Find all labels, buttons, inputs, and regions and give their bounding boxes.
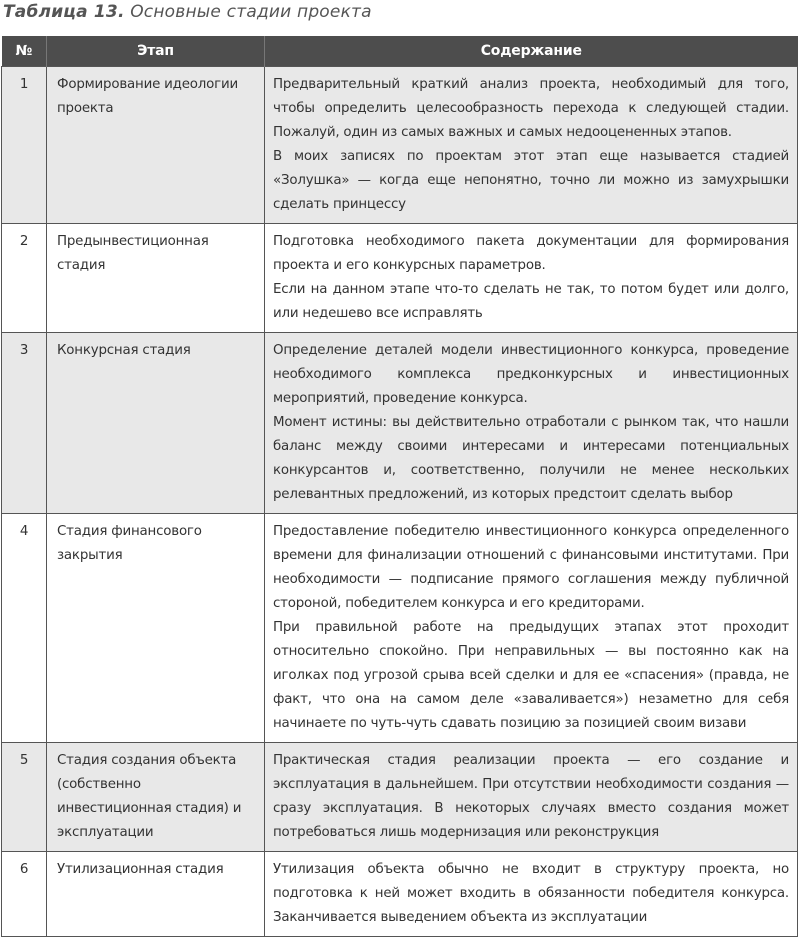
row-num: 1 — [2, 67, 47, 224]
table-row — [2, 743, 798, 852]
row-num: 4 — [2, 514, 47, 743]
header-stage: Этап — [47, 36, 265, 67]
row-num: 6 — [2, 852, 47, 937]
content-paragraph: Если на данном этапе что-то сделать не так, то потом будет или долго, или недешево все исправлять — [273, 282, 789, 321]
content-paragraph: Утилизация объекта обычно не входит в структуру проекта, но подготовка к ней может входить в обязанности победителя конкурса. Заканчивается выведением объекта из эксплуатации — [273, 862, 789, 925]
header-content: Содержание — [265, 36, 798, 67]
table-row — [2, 224, 798, 333]
table-row — [2, 514, 798, 743]
content-paragraph: Определение деталей модели инвестиционного конкурса, проведение необходимого комплекса предконкурсных и инвестиционных мероприятий, проведение конкурса. — [273, 343, 789, 406]
row-content — [265, 852, 798, 937]
row-stage: Формирование идеологии проекта — [47, 67, 265, 224]
row-content — [265, 67, 798, 224]
row-content — [265, 224, 798, 333]
row-content — [265, 333, 798, 514]
row-stage: Стадия создания объекта (собственно инвестиционная стадия) и эксплуатации — [47, 743, 265, 852]
row-num: 5 — [2, 743, 47, 852]
row-num: 3 — [2, 333, 47, 514]
table-caption-title: Основные стадии проекта — [130, 2, 372, 22]
table-caption — [3, 0, 372, 24]
table-row — [2, 67, 798, 224]
row-stage: Утилизационная стадия — [47, 852, 265, 937]
content-paragraph: В моих записях по проектам этот этап еще называется стадией «Золушка» — когда еще непонятно, точно ли можно из замухрышки сделать принцессу — [273, 149, 789, 212]
stages-table — [1, 36, 798, 937]
content-paragraph: Практическая стадия реализации проекта — его создание и эксплуатация в дальнейшем. При отсутствии необходимости создания — сразу эксплуатация. В некоторых случаях вместо создания может потребоваться лишь модернизация или реконструкция — [273, 753, 789, 840]
content-paragraph: Предварительный краткий анализ проекта, необходимый для того, чтобы определить целесообразность перехода к следующей стадии. Пожалуй, один из самых важных и самых недооцененных этапов. — [273, 77, 789, 140]
content-paragraph: При правильной работе на предыдущих этапах этот проходит относительно спокойно. При неправильных — вы постоянно как на иголках под угрозой срыва всей сделки и для ее «спасения» (правда, не факт, что она на самом деле «заваливается») незаметно для себя начинаете по чуть-чуть сдавать позицию за позицией своим визави — [273, 620, 789, 731]
content-paragraph: Подготовка необходимого пакета документации для формирования проекта и его конкурсных параметров. — [273, 234, 789, 273]
content-paragraph: Предоставление победителю инвестиционного конкурса определенного времени для финализации отношений с финансовыми институтами. При необходимости — подписание прямого соглашения между публичной стороной, победителем конкурса и его кредиторами. — [273, 524, 789, 611]
header-num: № — [2, 36, 47, 67]
row-content — [265, 743, 798, 852]
table-row — [2, 333, 798, 514]
table-header-row — [2, 36, 798, 67]
row-content — [265, 514, 798, 743]
content-paragraph: Момент истины: вы действительно отработали с рынком так, что нашли баланс между своими интересами и интересами потенциальных конкурсантов и, соответственно, получили не менее нескольких релевантных предложений, из которых предстоит сделать выбор — [273, 415, 789, 502]
row-num: 2 — [2, 224, 47, 333]
table-caption-label: Таблица 13. — [3, 2, 125, 22]
table-row — [2, 852, 798, 937]
row-stage: Предынвестиционная стадия — [47, 224, 265, 333]
row-stage: Стадия финансового закрытия — [47, 514, 265, 743]
row-stage: Конкурсная стадия — [47, 333, 265, 514]
